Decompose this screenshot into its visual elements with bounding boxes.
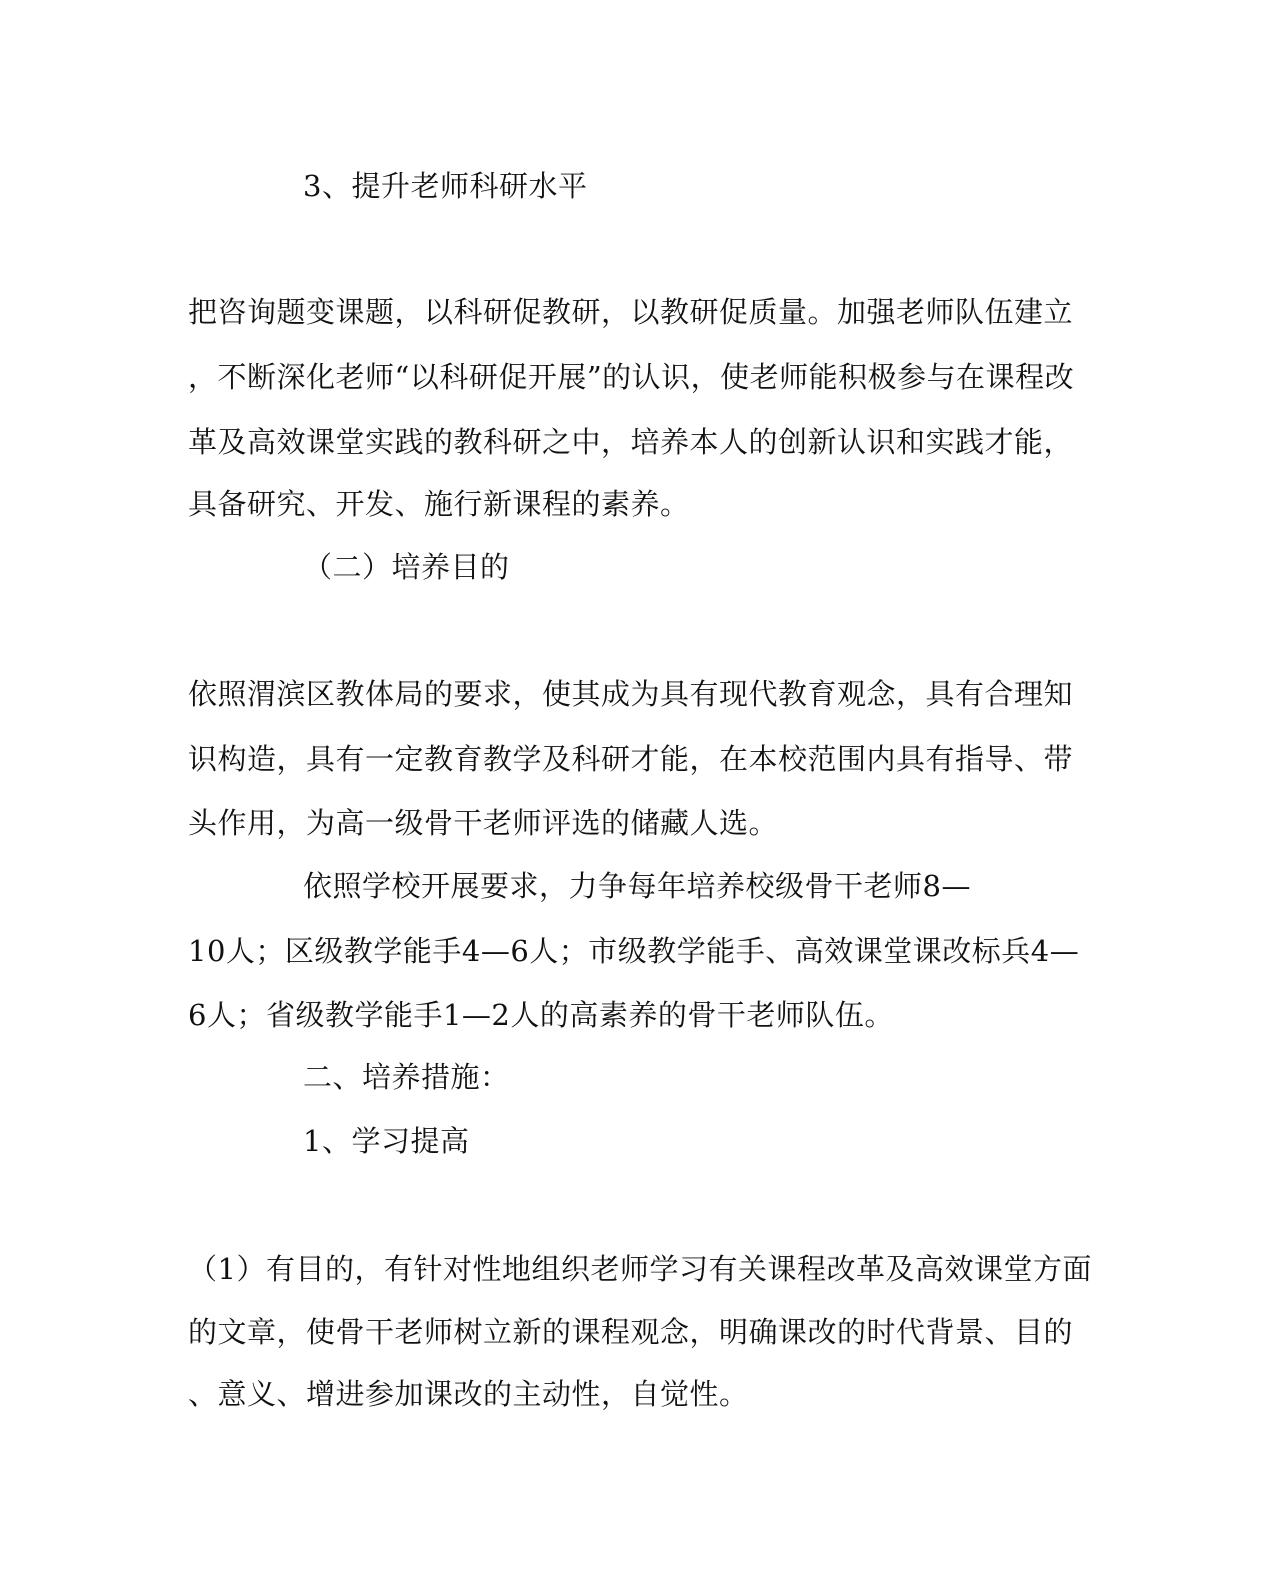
heading-measures-line: 二、培养措施： (303, 1060, 510, 1094)
paragraph-research-line-1: 把咨询题变课题，以科研促教研，以教研促质量。加强老师队伍建立 (188, 295, 1074, 329)
paragraph-research-line-2: ，不断深化老师“以科研促开展”的认识，使老师能积极参与在课程改 (188, 360, 1075, 394)
paragraph-plan-line-2: 10人；区级教学能手4—6人；市级教学能手、高效课堂课改标兵4— (188, 934, 1080, 968)
paragraph-goal-line-3: 头作用，为高一级骨干老师评选的储藏人选。 (188, 806, 779, 840)
paragraph-study-line-2: 的文章，使骨干老师树立新的课程观念，明确课改的时代背景、目的 (188, 1315, 1074, 1349)
paragraph-goal-line-2: 识构造，具有一定教育教学及科研才能，在本校范围内具有指导、带 (188, 742, 1074, 776)
paragraph-research-line-3: 革及高效课堂实践的教科研之中，培养本人的创新认识和实践才能， (188, 425, 1074, 459)
paragraph-goal-line-1: 依照渭滨区教体局的要求，使其成为具有现代教育观念，具有合理知 (188, 677, 1074, 711)
paragraph-plan-line-3: 6人；省级教学能手1—2人的高素养的骨干老师队伍。 (188, 998, 894, 1032)
heading-goal-line: （二）培养目的 (303, 550, 510, 584)
paragraph-study-line-3: 、意义、增进参加课改的主动性，自觉性。 (188, 1377, 749, 1411)
paragraph-plan-line-1: 依照学校开展要求，力争每年培养校级骨干老师8— (303, 869, 971, 903)
paragraph-research-line-4: 具备研究、开发、施行新课程的素养。 (188, 487, 690, 521)
paragraph-study-line-1: （1）有目的，有针对性地组织老师学习有关课程改革及高效课堂方面 (188, 1252, 1092, 1286)
heading-research-line: 3、提升老师科研水平 (303, 169, 588, 203)
heading-study-line: 1、学习提高 (303, 1124, 470, 1158)
